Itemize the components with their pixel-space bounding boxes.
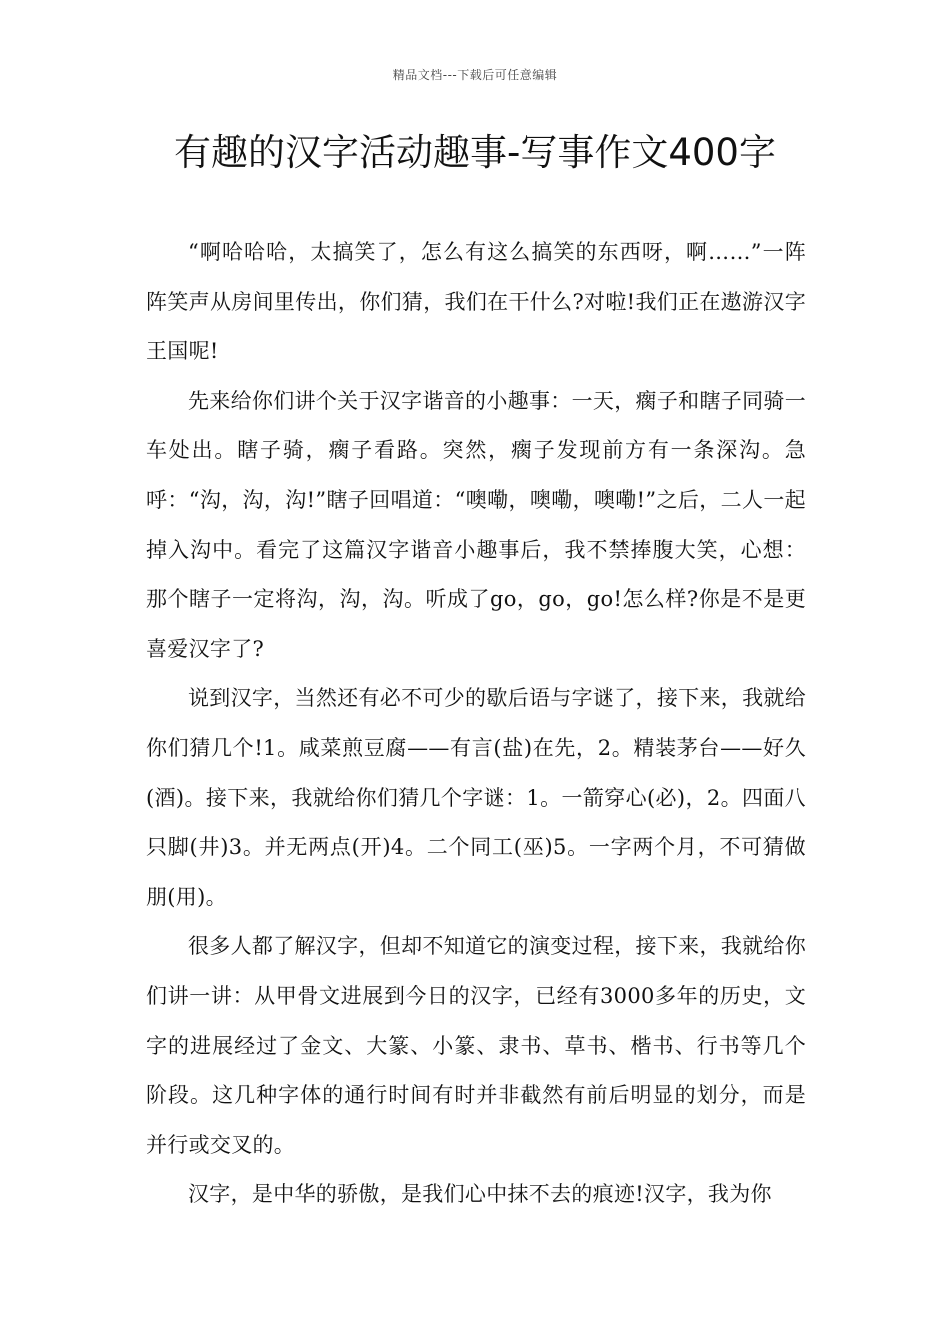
header-note: 精品文档---下载后可任意编辑 xyxy=(392,68,558,82)
paragraph: 先来给你们讲个关于汉字谐音的小趣事：一天，瘸子和瞎子同骑一车处出。瞎子骑，瘸子看路。突然，瘸子发现前方有一条深沟。急呼：“沟，沟，沟!”瞎子回唱道：“噢嘞，噢嘞，噢嘞!”之后，二人一起掉入沟中。看完了这篇汉字谐音小趣事后，我不禁捧腹大笑，心想：那个瞎子一定将沟，沟，沟。听成了go，go，go!怎么样?你是不是更喜爱汉字了? xyxy=(146,388,806,661)
paragraph: 汉字，是中华的骄傲，是我们心中抹不去的痕迹!汉字，我为你 xyxy=(188,1182,772,1207)
document-title: 有趣的汉字活动趣事-写事作文400字 xyxy=(174,131,776,174)
paragraph: 说到汉字，当然还有必不可少的歇后语与字谜了，接下来，我就给你们猜几个!1。咸菜煎豆腐——有言(盐)在先，2。精装茅台——好久(酒)。接下来，我就给你们猜几个字谜：1。一箭穿心(必)，2。四面八只脚(井)3。并无两点(开)4。二个同工(巫)5。一字两个月，不可猜做朋(用)。 xyxy=(146,686,806,909)
paragraph: “啊哈哈哈，太搞笑了，怎么有这么搞笑的东西呀，啊……”一阵阵笑声从房间里传出，你们猜，我们在干什么?对啦!我们正在遨游汉字王国呢! xyxy=(146,240,806,364)
paragraph: 很多人都了解汉字，但却不知道它的演变过程，接下来，我就给你们讲一讲：从甲骨文进展到今日的汉字，已经有3000多年的历史，文字的进展经过了金文、大篆、小篆、隶书、草书、楷书、行书等几个阶段。这几种字体的通行时间有时并非截然有前后明显的划分，而是并行或交叉的。 xyxy=(146,934,806,1157)
document-body xyxy=(146,228,806,1220)
